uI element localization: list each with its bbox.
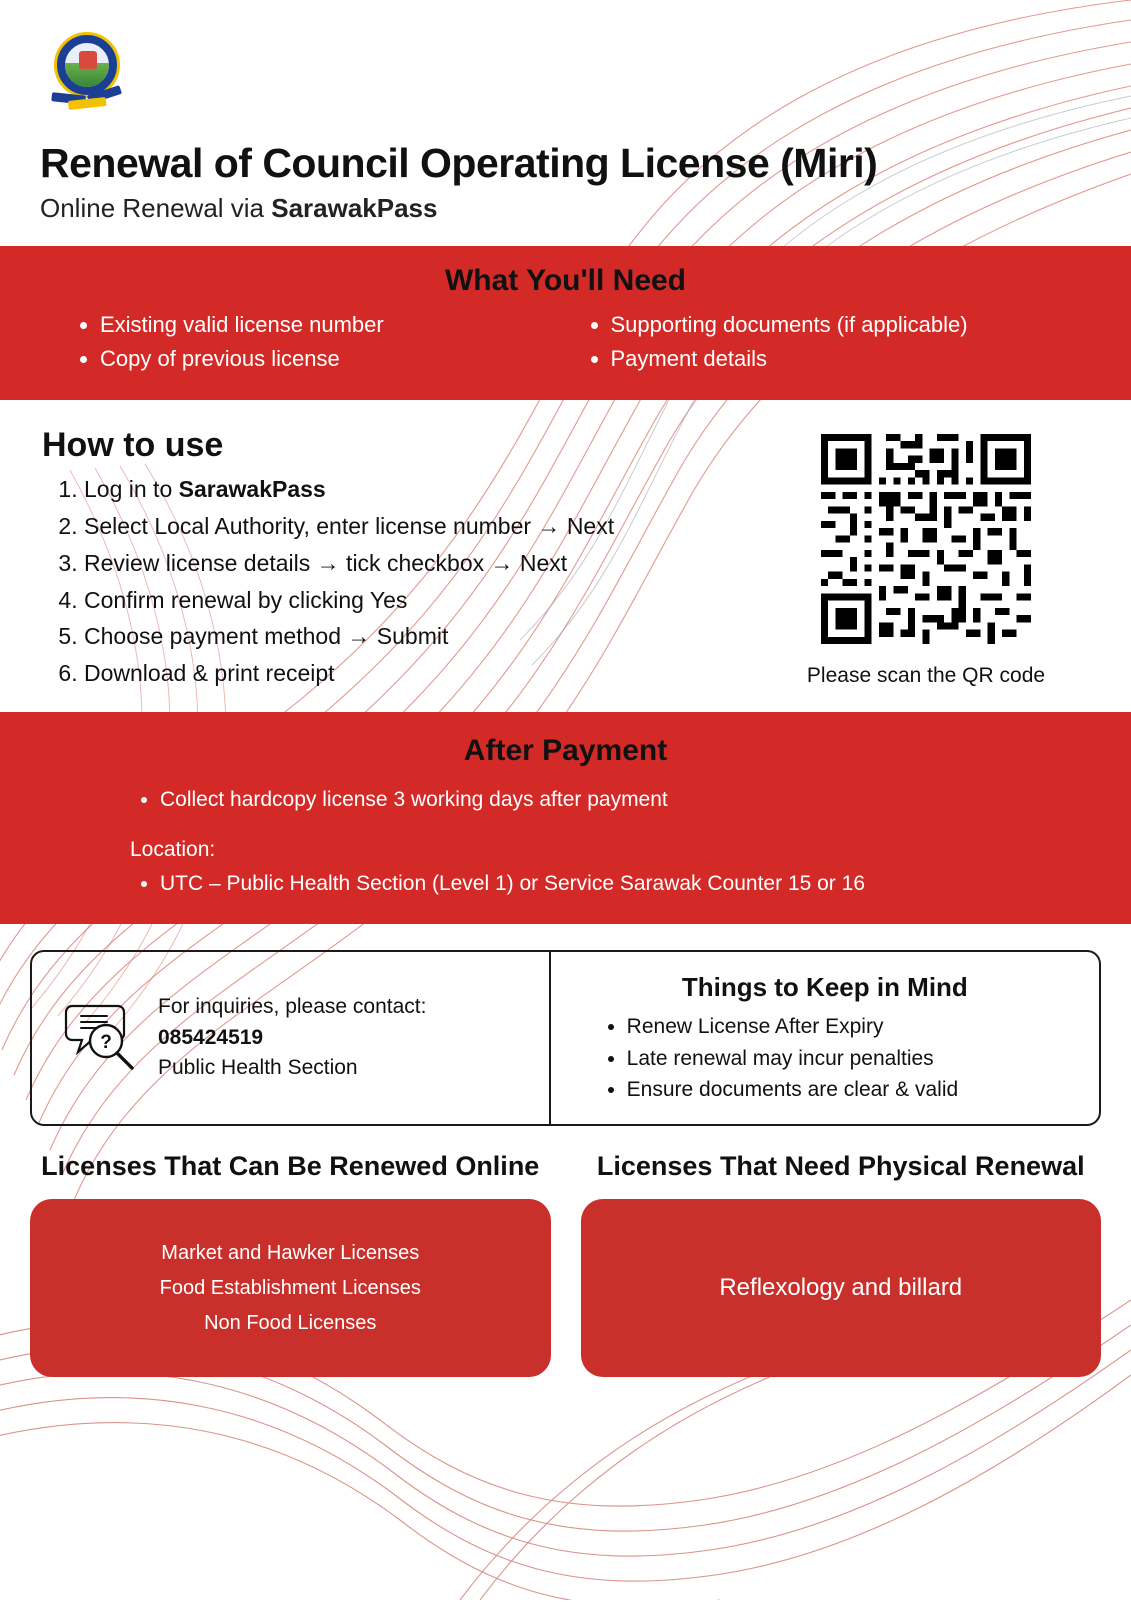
- after-payment-list: [0, 788, 1131, 812]
- how-to-use-steps: [40, 471, 741, 692]
- physical-licenses-pill: [581, 1199, 1102, 1377]
- step-text: Log in to: [84, 476, 179, 503]
- how-to-use-section: [0, 400, 1131, 712]
- subtitle-prefix: Online Renewal via: [40, 193, 272, 224]
- heading-line-2: Physical Renewal: [857, 1150, 1085, 1181]
- keep-in-mind-list: [571, 1011, 1079, 1106]
- after-payment-heading: After Payment: [463, 734, 668, 768]
- faq-magnifier-icon: [62, 996, 140, 1079]
- list-item: • UTC – Public Health Section (Level 1) or Service Sarawak Counter 15 or 16: [160, 872, 1131, 896]
- svg-text:?: ?: [100, 1032, 112, 1054]
- what-you-need-left-list: [60, 308, 561, 376]
- heading-line-2: Renewed Online: [329, 1150, 540, 1181]
- list-item: Non Food Licenses: [204, 1311, 377, 1334]
- page-title: Renewal of Council Operating License (Miri): [40, 140, 878, 186]
- contact-block: [32, 952, 551, 1124]
- contact-phone[interactable]: 085424519: [158, 1025, 264, 1049]
- license-categories-section: [0, 1150, 1131, 1378]
- list-item: [84, 471, 741, 508]
- online-licenses-column: [30, 1150, 551, 1378]
- qr-code-icon[interactable]: [821, 434, 1031, 644]
- list-item: • Supporting documents (if applicable): [611, 308, 1072, 342]
- what-you-need-right-list: [571, 308, 1072, 376]
- list-item: • Copy of previous license: [100, 342, 561, 376]
- list-item: • Renew License After Expiry: [627, 1011, 1079, 1043]
- subtitle-brand: SarawakPass: [271, 193, 438, 224]
- location-label: Location:: [130, 838, 216, 862]
- page-subtitle: [40, 193, 1091, 224]
- council-crest-logo: [46, 28, 128, 120]
- list-item: • Payment details: [611, 342, 1072, 376]
- step-bold: SarawakPass: [178, 476, 326, 503]
- list-item: • Ensure documents are clear & valid: [627, 1074, 1079, 1106]
- heading-line-1: Licenses That Need: [596, 1150, 851, 1181]
- list-item: Food Establishment Licenses: [159, 1276, 421, 1299]
- how-to-use-heading: How to use: [42, 426, 224, 465]
- after-payment-section: [0, 712, 1131, 924]
- online-licenses-heading: [30, 1150, 551, 1184]
- heading-line-1: Licenses That Can Be: [41, 1150, 322, 1181]
- qr-caption: Please scan the QR code: [806, 664, 1046, 688]
- after-payment-location-list: [0, 872, 1131, 896]
- physical-licenses-column: [581, 1150, 1102, 1378]
- list-item: Market and Hawker Licenses: [161, 1241, 420, 1264]
- physical-licenses-heading: [581, 1150, 1102, 1184]
- keep-in-mind-block: [551, 952, 1099, 1124]
- list-item: 3. Review license details → tick checkbox → Next: [84, 545, 741, 582]
- list-item: 2. Select Local Authority, enter license number → Next: [84, 508, 741, 545]
- contact-department: Public Health Section: [158, 1055, 358, 1079]
- contact-line-1: For inquiries, please contact:: [158, 995, 427, 1019]
- list-item: Reflexology and billard: [719, 1274, 963, 1302]
- list-item: • Late renewal may incur penalties: [627, 1043, 1079, 1075]
- list-item: • Existing valid license number: [100, 308, 561, 342]
- keep-in-mind-heading: Things to Keep in Mind: [681, 972, 968, 1003]
- what-you-need-heading: What You'll Need: [444, 264, 687, 298]
- contact-and-notes-row: [30, 950, 1101, 1126]
- list-item: 6. Download & print receipt: [84, 655, 741, 692]
- online-licenses-pill: [30, 1199, 551, 1377]
- poster-header: [0, 0, 1131, 224]
- what-you-need-section: [0, 246, 1131, 400]
- list-item: 4. Confirm renewal by clicking Yes: [84, 582, 741, 619]
- list-item: 5. Choose payment method → Submit: [84, 618, 741, 655]
- list-item: • Collect hardcopy license 3 working days after payment: [160, 788, 1131, 812]
